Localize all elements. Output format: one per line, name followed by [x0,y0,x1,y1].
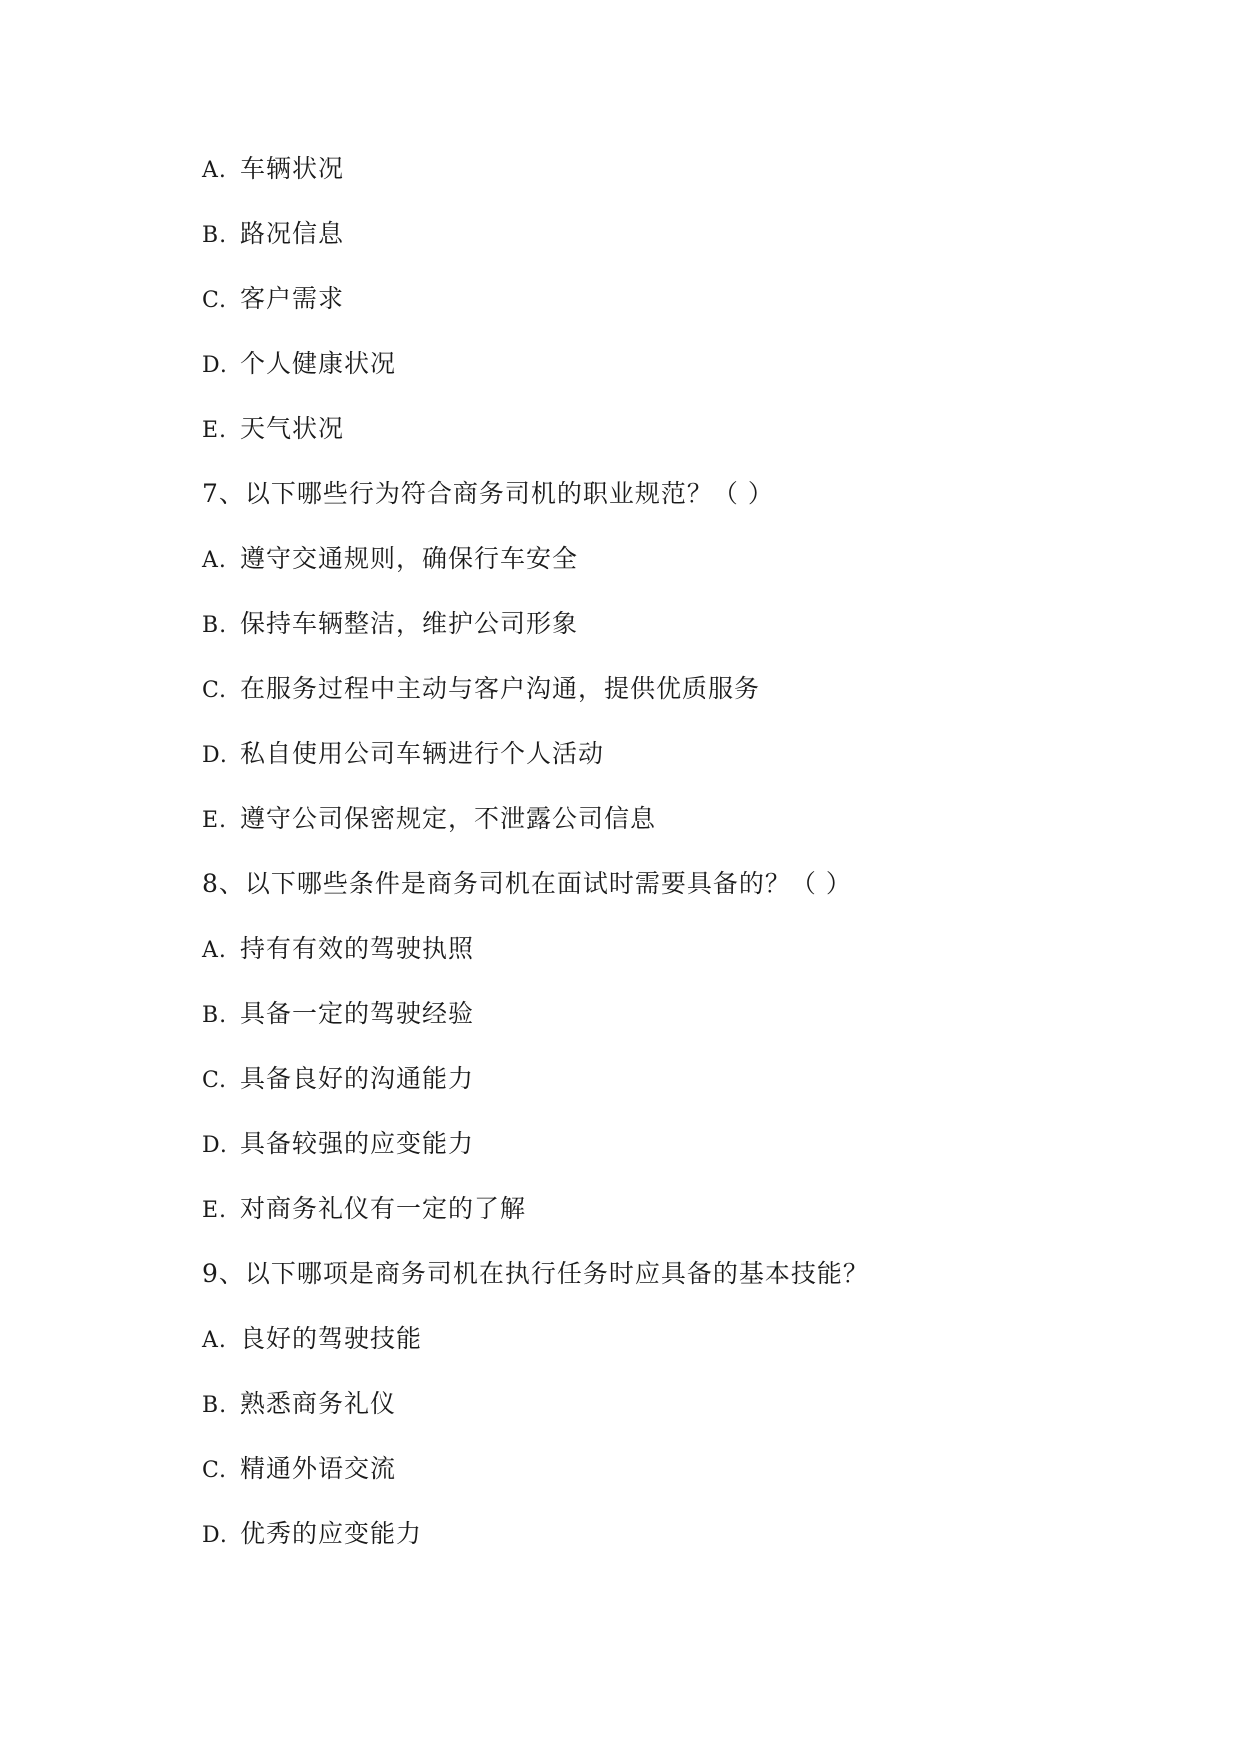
answer-option [202,1306,1162,1371]
option-text: 车辆状况 [240,154,345,183]
option-label: E. [202,1198,228,1223]
answer-option [202,1436,1162,1501]
option-label: E. [202,418,228,443]
answer-option [202,721,1162,786]
option-text: 对商务礼仪有一定的了解 [240,1194,527,1223]
question-stem [202,1241,1162,1306]
answer-option [202,1176,1162,1241]
option-text: 良好的驾驶技能 [240,1324,423,1353]
option-text: 保持车辆整洁，维护公司形象 [240,609,579,638]
option-text: 个人健康状况 [240,349,397,378]
option-label: E. [202,808,228,833]
option-text: 熟悉商务礼仪 [240,1389,397,1418]
option-label: C. [202,1068,228,1093]
question-text: 8、以下哪些条件是商务司机在面试时需要具备的？（ ） [202,869,852,898]
option-text: 在服务过程中主动与客户沟通，提供优质服务 [240,674,761,703]
answer-option [202,396,1162,461]
option-label: D. [202,743,228,768]
question-text: 9、以下哪项是商务司机在执行任务时应具备的基本技能？ [202,1259,869,1288]
answer-option [202,136,1162,201]
answer-option [202,1371,1162,1436]
option-label: A. [202,1328,227,1353]
option-text: 精通外语交流 [240,1454,397,1483]
option-text: 客户需求 [240,284,345,313]
option-text: 具备良好的沟通能力 [240,1064,475,1093]
option-text: 具备较强的应变能力 [240,1129,475,1158]
answer-option [202,591,1162,656]
question-list [202,136,1162,1566]
option-label: C. [202,288,228,313]
answer-option [202,526,1162,591]
option-text: 持有有效的驾驶执照 [240,934,475,963]
answer-option [202,1046,1162,1111]
option-label: B. [202,613,228,638]
option-text: 遵守公司保密规定，不泄露公司信息 [240,804,657,833]
answer-option [202,201,1162,266]
answer-option [202,981,1162,1046]
answer-option [202,916,1162,981]
option-label: B. [202,1393,228,1418]
answer-option [202,1501,1162,1566]
option-label: B. [202,223,228,248]
option-text: 天气状况 [240,414,345,443]
option-label: B. [202,1003,228,1028]
option-text: 私自使用公司车辆进行个人活动 [240,739,605,768]
question-text: 7、以下哪些行为符合商务司机的职业规范？（ ） [202,479,774,508]
answer-option [202,656,1162,721]
option-label: C. [202,678,228,703]
option-label: A. [202,548,227,573]
option-label: C. [202,1458,228,1483]
option-label: D. [202,1523,228,1548]
answer-option [202,331,1162,396]
option-text: 路况信息 [240,219,345,248]
option-text: 遵守交通规则，确保行车安全 [240,544,579,573]
option-label: D. [202,353,228,378]
answer-option [202,786,1162,851]
option-label: A. [202,158,227,183]
option-text: 优秀的应变能力 [240,1519,423,1548]
question-stem [202,851,1162,916]
option-label: D. [202,1133,228,1158]
question-stem [202,461,1162,526]
option-text: 具备一定的驾驶经验 [240,999,475,1028]
answer-option [202,1111,1162,1176]
answer-option [202,266,1162,331]
option-label: A. [202,938,227,963]
